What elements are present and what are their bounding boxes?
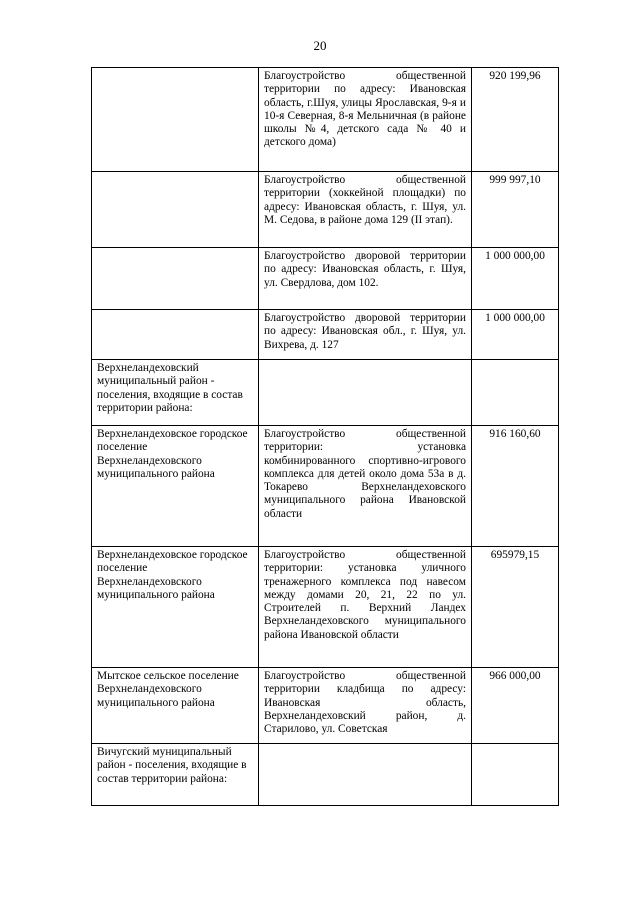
- table-row: [92, 248, 559, 310]
- municipality-cell: [92, 248, 259, 310]
- description-cell: [259, 360, 472, 426]
- table-row: [92, 360, 559, 426]
- municipality-cell: Верхнеландеховское городское поселение Верхнеландеховского муниципального района: [92, 426, 259, 547]
- municipality-cell: [92, 172, 259, 248]
- description-cell: Благоустройство дворовой территории по адресу: Ивановская область, г. Шуя, ул. Свердлова, дом 102.: [259, 248, 472, 310]
- description-cell: Благоустройство дворовой территории по адресу: Ивановская обл., г. Шуя, ул. Вихрева, д. 127: [259, 310, 472, 360]
- amount-cell: 695979,15: [472, 547, 559, 668]
- description-cell: [259, 744, 472, 806]
- table-row: [92, 172, 559, 248]
- amount-cell: 1 000 000,00: [472, 310, 559, 360]
- table-row: [92, 310, 559, 360]
- table-row: [92, 68, 559, 172]
- municipality-cell: [92, 68, 259, 172]
- amount-cell: 966 000,00: [472, 668, 559, 744]
- description-cell: Благоустройство общественной территории: установка уличного тренажерного комплекса под навесом между домами 20, 21, 22 по ул. Строителей п. Верхний Ландех Верхнеландеховского муниципального района Ивановской области: [259, 547, 472, 668]
- municipality-cell: Верхнеландеховское городское поселение Верхнеландеховского муниципального района: [92, 547, 259, 668]
- amount-cell: 999 997,10: [472, 172, 559, 248]
- municipality-cell: Мытское сельское поселение Верхнеландеховского муниципального района: [92, 668, 259, 744]
- table-row: [92, 426, 559, 547]
- amount-cell: [472, 744, 559, 806]
- description-cell: Благоустройство общественной территории кладбища по адресу: Ивановская область, Верхнеландеховский район, д. Старилово, ул. Советская: [259, 668, 472, 744]
- description-cell: Благоустройство общественной территории (хоккейной площадки) по адресу: Ивановская область, г. Шуя, ул. М. Седова, в районе дома 129 (II этап).: [259, 172, 472, 248]
- municipality-cell: Верхнеландеховский муниципальный район - поселения, входящие в состав территории района:: [92, 360, 259, 426]
- allocation-table: [91, 67, 559, 806]
- table-row: [92, 668, 559, 744]
- amount-cell: [472, 360, 559, 426]
- amount-cell: 920 199,96: [472, 68, 559, 172]
- table-row: [92, 744, 559, 806]
- table-row: [92, 547, 559, 668]
- description-cell: Благоустройство общественной территории: установка комбинированного спортивно-игрового комплекса для детей около дома 53а в д. Токарево Верхнеландеховского муниципального района Ивановской области: [259, 426, 472, 547]
- description-cell: Благоустройство общественной территории по адресу: Ивановская область, г.Шуя, улицы Ярославская, 9-я и 10-я Северная, 8-я Мельничная (в районе школы №4, детского сада № 40 и детского дома): [259, 68, 472, 172]
- municipality-cell: [92, 310, 259, 360]
- amount-cell: 916 160,60: [472, 426, 559, 547]
- municipality-cell: Вичугский муниципальный район - поселения, входящие в состав территории района:: [92, 744, 259, 806]
- amount-cell: 1 000 000,00: [472, 248, 559, 310]
- page-number: 20: [313, 38, 327, 53]
